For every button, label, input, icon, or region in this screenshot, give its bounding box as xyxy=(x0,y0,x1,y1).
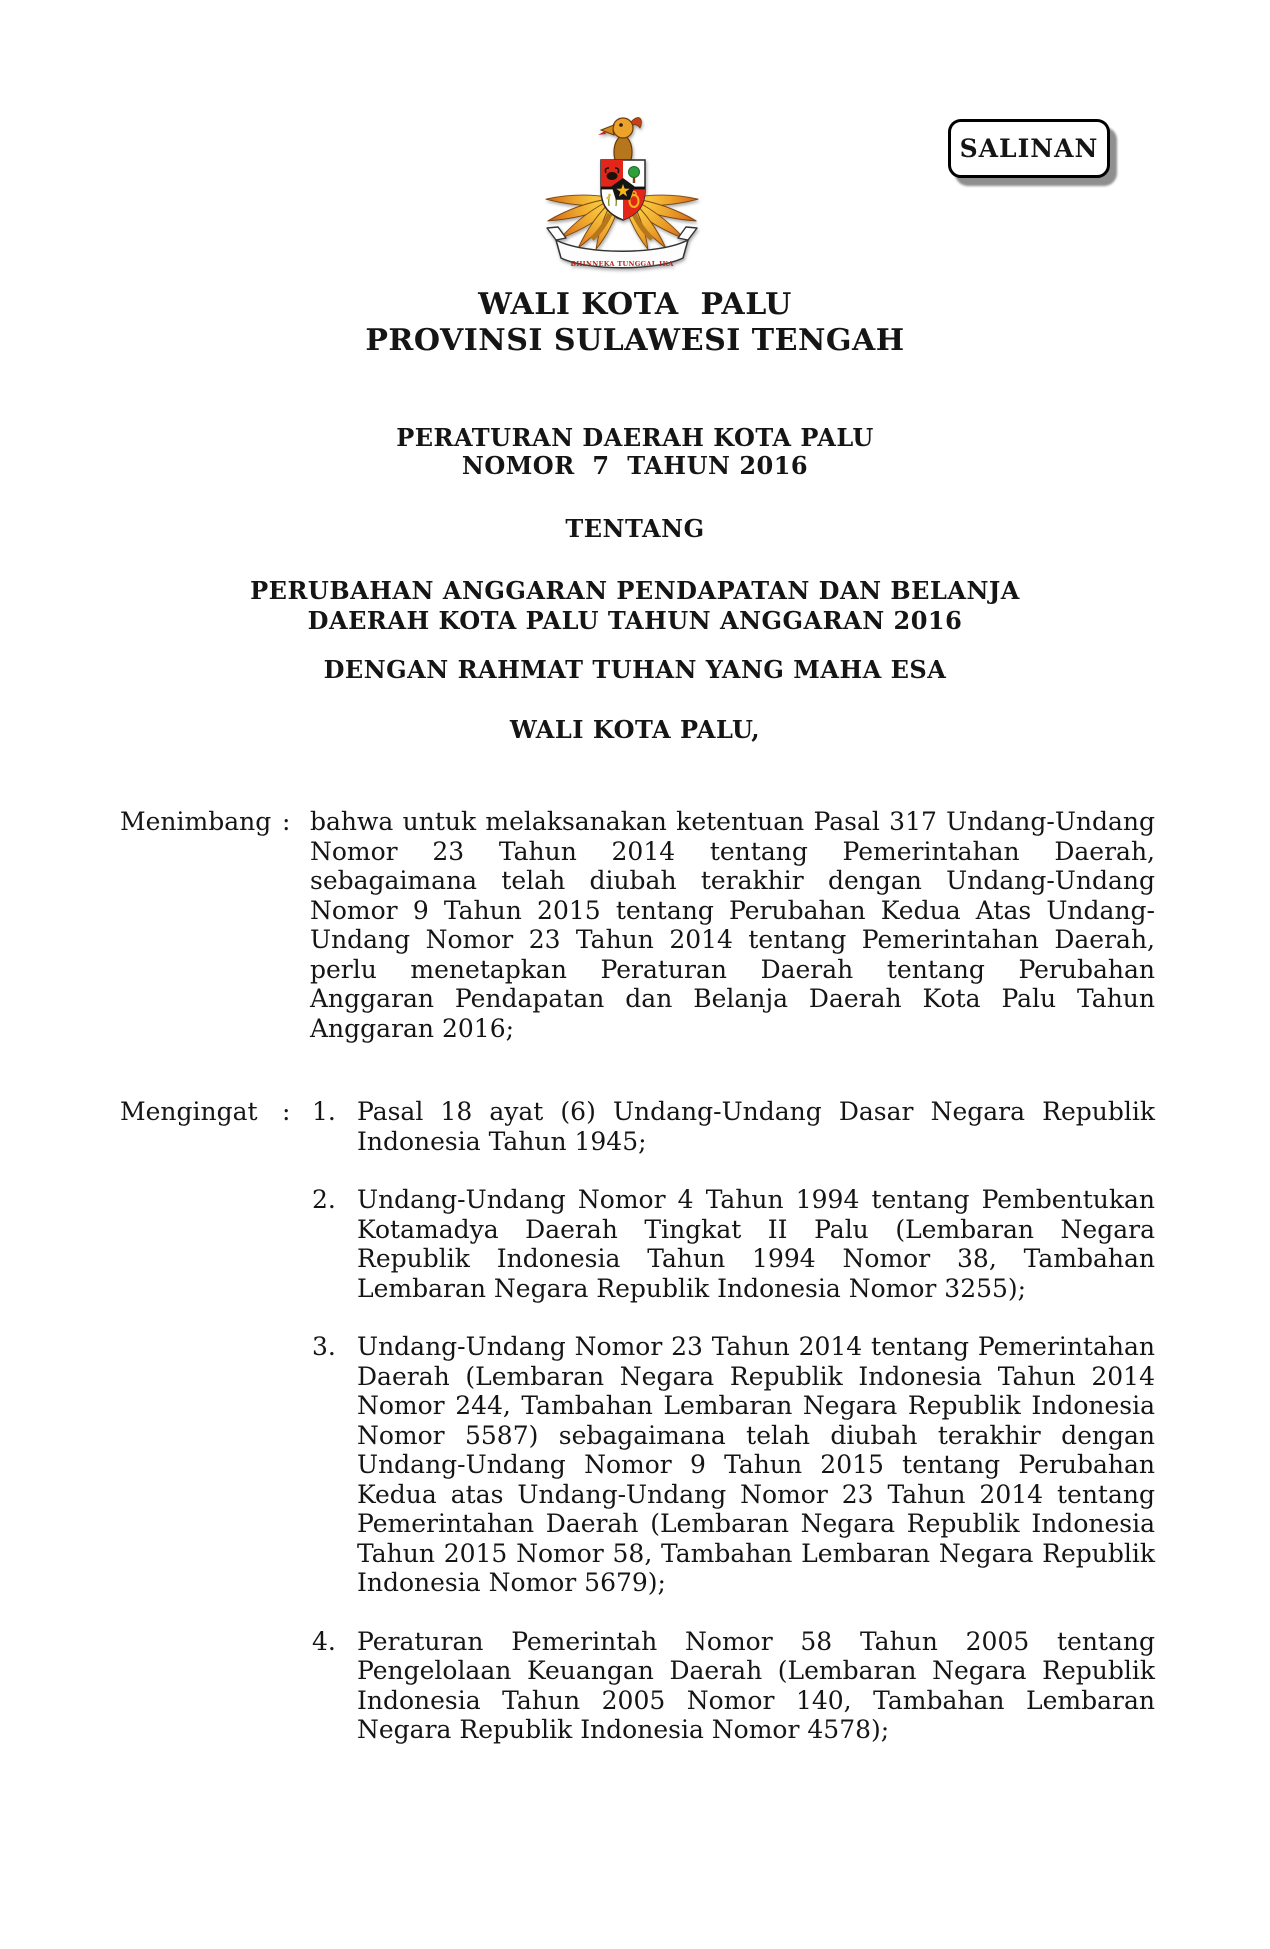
tongue xyxy=(598,131,606,135)
list-item-number: 2. xyxy=(312,1185,336,1214)
regulation-title xyxy=(0,424,1270,480)
list-item-number: 4. xyxy=(312,1626,336,1656)
head xyxy=(613,118,633,138)
motto-text: BHINNEKA TUNGGAL IKA xyxy=(570,260,674,268)
subject-line1: PERUBAHAN ANGGARAN PENDAPATAN DAN BELANJA xyxy=(250,576,1020,605)
menimbang-label: Menimbang xyxy=(120,807,272,836)
list-item-text: Undang-Undang Nomor 23 Tahun 2014 tentang Pemerintahan Daerah (Lembaran Negara Republik Indonesia Tahun 2014 Nomor 244, Tambahan Lembaran Negara Republik Indonesia Nomor 5587) sebagaimana telah diubah terakhir dengan Undang-Undang Nomor 9 Tahun 2015 tentang Perubahan Kedua atas Undang-Undang Nomor 23 Tahun 2014 tentang Pemerintahan Daerah (Lembaran Negara Republik Indonesia Tahun 2015 Nomor 58, Tambahan Lembaran Negara Republik Indonesia Nomor 5679); xyxy=(357,1332,1155,1597)
garuda-pancasila-icon xyxy=(544,94,700,284)
mengingat-label: Mengingat xyxy=(120,1097,258,1126)
subject-line2: DAERAH KOTA PALU TAHUN ANGGARAN 2016 xyxy=(307,606,963,635)
pancasila-shield xyxy=(601,160,645,220)
list-item xyxy=(310,1097,1155,1156)
letterhead xyxy=(0,287,1270,359)
mengingat-colon: : xyxy=(282,1097,291,1126)
regulation-subject xyxy=(0,576,1270,636)
tentang-heading: TENTANG xyxy=(565,514,705,543)
menimbang-text: bahwa untuk melaksanakan ketentuan Pasal 317 Undang-Undang Nomor 23 Tahun 2014 tentang Pemerintahan Daerah, sebagaimana telah diubah terakhir dengan Undang-Undang Nomor 9 Tahun 2015 tentang Perubahan Kedua Atas Undang-Undang Nomor 23 Tahun 2014 tentang Pemerintahan Daerah, perlu menetapkan Peraturan Daerah tentang Perubahan Anggaran Pendapatan dan Belanja Daerah Kota Palu Tahun Anggaran 2016; xyxy=(310,807,1155,1043)
list-item-text: Peraturan Pemerintah Nomor 58 Tahun 2005 tentang Pengelolaan Keuangan Daerah (Lembaran Negara Republik Indonesia Tahun 2005 Nomor 140, Tambahan Lembaran Negara Republik Indonesia Nomor 4578); xyxy=(357,1626,1155,1744)
regulation-number: NOMOR 7 TAHUN 2016 xyxy=(461,451,809,480)
menimbang-colon: : xyxy=(282,807,291,836)
list-item-text: Pasal 18 ayat (6) Undang-Undang Dasar Negara Republik Indonesia Tahun 1945; xyxy=(357,1097,1155,1156)
mengingat-section xyxy=(120,1097,1155,1745)
issuer: WALI KOTA PALU, xyxy=(509,715,761,744)
salinan-label: SALINAN xyxy=(959,134,1099,163)
list-item xyxy=(310,1627,1155,1745)
menimbang-section xyxy=(120,807,1155,1043)
list-item-number: 1. xyxy=(312,1097,336,1126)
invocation: DENGAN RAHMAT TUHAN YANG MAHA ESA xyxy=(323,655,947,684)
eye xyxy=(619,123,623,127)
list-item-text: Undang-Undang Nomor 4 Tahun 1994 tentang Pembentukan Kotamadya Daerah Tingkat II Palu (Lembaran Negara Republik Indonesia Tahun 1994 Nomor 38, Tambahan Lembaran Negara Republik Indonesia Nomor 3255); xyxy=(357,1185,1155,1303)
mengingat-list xyxy=(310,1097,1155,1745)
list-item-number: 3. xyxy=(312,1332,336,1361)
letterhead-line1: WALI KOTA PALU xyxy=(478,287,792,322)
letterhead-line2: PROVINSI SULAWESI TENGAH xyxy=(365,323,905,358)
regulation-title-line1: PERATURAN DAERAH KOTA PALU xyxy=(396,423,874,452)
list-item xyxy=(310,1332,1155,1598)
list-item xyxy=(310,1185,1155,1303)
garuda-pancasila-emblem xyxy=(544,94,700,284)
salinan-badge xyxy=(948,119,1110,178)
